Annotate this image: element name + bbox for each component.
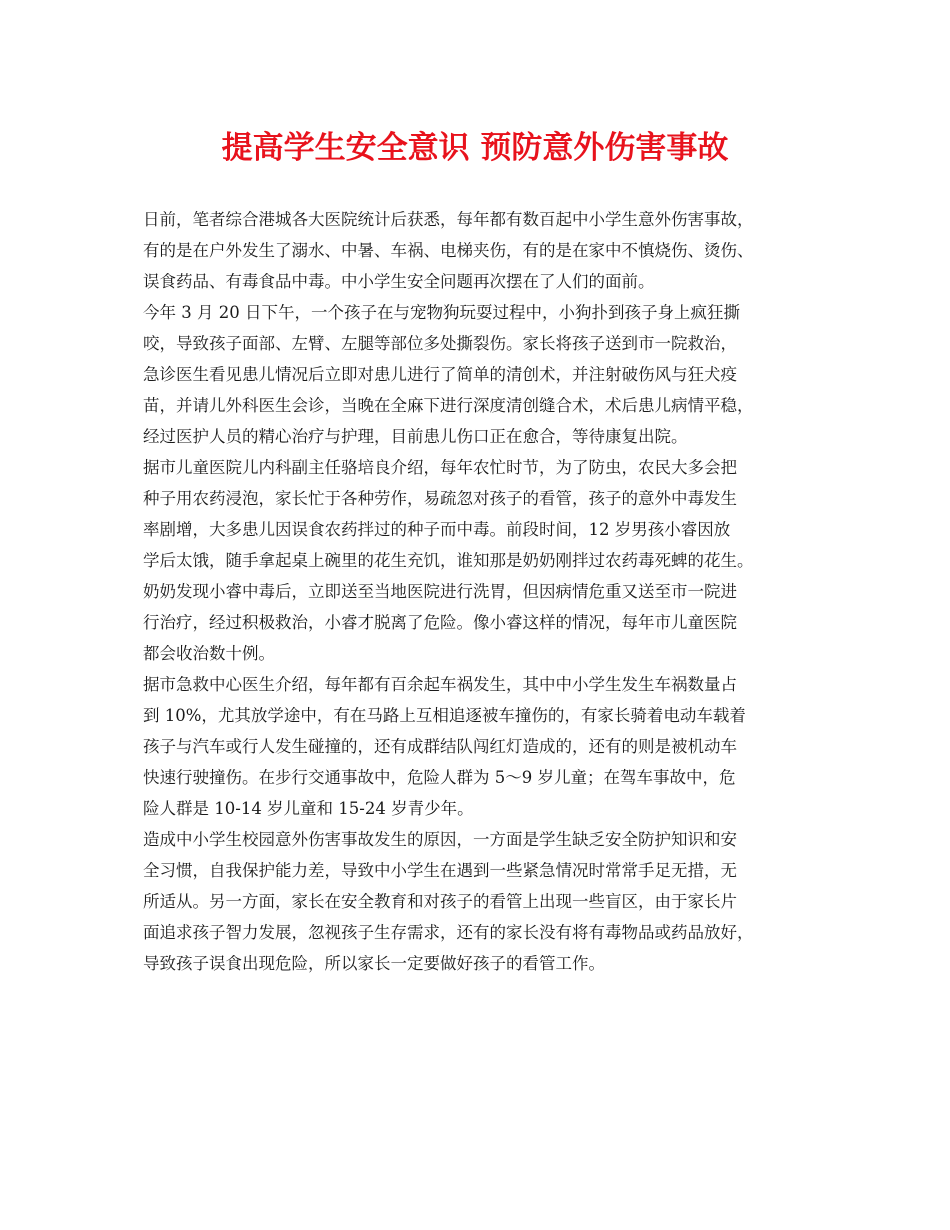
text-line: 率剧增，大多患儿因误食农药拌过的种子而中毒。前段时间，12 岁男孩小睿因放 (143, 520, 731, 539)
text-line: 奶奶发现小睿中毒后，立即送至当地医院进行洗胃，但因病情危重又送至市一院进 (143, 582, 737, 601)
text-line: 咬，导致孩子面部、左臂、左腿等部位多处撕裂伤。家长将孩子送到市一院救治， (143, 334, 737, 353)
paragraph-dog-bite (143, 297, 807, 452)
text-line: 有的是在户外发生了溺水、中暑、车祸、电梯夹伤，有的是在家中不慎烧伤、烫伤、 (143, 241, 754, 260)
paragraph-intro (143, 204, 807, 297)
text-line: 所适从。另一方面，家长在安全教育和对孩子的看管上出现一些盲区，由于家长片 (143, 892, 737, 911)
paragraph-poisoning (143, 452, 807, 669)
text-line: 据市急救中心医生介绍，每年都有百余起车祸发生，其中中小学生发生车祸数量占 (143, 675, 737, 694)
text-line: 据市儿童医院儿内科副主任骆培良介绍，每年农忙时节，为了防虫，农民大多会把 (143, 458, 737, 477)
document-body (143, 204, 807, 979)
text-line: 全习惯，自我保护能力差，导致中小学生在遇到一些紧急情况时常常手足无措，无 (143, 861, 737, 880)
paragraph-causes (143, 824, 807, 979)
text-line: 种子用农药浸泡，家长忙于各种劳作，易疏忽对孩子的看管，孩子的意外中毒发生 (143, 489, 737, 508)
text-line: 行治疗，经过积极救治，小睿才脱离了危险。像小睿这样的情况，每年市儿童医院 (143, 613, 737, 632)
document-title: 提高学生安全意识 预防意外伤害事故 (221, 130, 729, 166)
text-line: 苗，并请儿外科医生会诊，当晚在全麻下进行深度清创缝合术，术后患儿病情平稳， (143, 396, 754, 415)
paragraph-traffic (143, 669, 807, 824)
text-line: 面追求孩子智力发展，忽视孩子生存需求，还有的家长没有将有毒物品或药品放好， (143, 923, 754, 942)
text-line: 险人群是 10-14 岁儿童和 15-24 岁青少年。 (143, 799, 474, 818)
text-line: 误食药品、有毒食品中毒。中小学生安全问题再次摆在了人们的面前。 (143, 272, 655, 291)
text-line: 快速行驶撞伤。在步行交通事故中，危险人群为 5～9 岁儿童；在驾车事故中，危 (143, 768, 736, 787)
text-line: 急诊医生看见患儿情况后立即对患儿进行了简单的清创术，并注射破伤风与狂犬疫 (143, 365, 737, 384)
text-line: 日前，笔者综合港城各大医院统计后获悉，每年都有数百起中小学生意外伤害事故， (143, 210, 754, 229)
text-line: 造成中小学生校园意外伤害事故发生的原因，一方面是学生缺乏安全防护知识和安 (143, 830, 737, 849)
text-line: 经过医护人员的精心治疗与护理，目前患儿伤口正在愈合，等待康复出院。 (143, 427, 688, 446)
text-line: 到 10%，尤其放学途中，有在马路上互相追逐被车撞伤的，有家长骑着电动车载着 (143, 706, 746, 725)
text-line: 都会收治数十例。 (143, 644, 275, 663)
text-line: 学后太饿，随手拿起桌上碗里的花生充饥，谁知那是奶奶刚拌过农药毒死蜱的花生。 (143, 551, 754, 570)
text-line: 今年 3 月 20 日下午，一个孩子在与宠物狗玩耍过程中，小狗扑到孩子身上疯狂撕 (143, 303, 740, 322)
text-line: 导致孩子误食出现危险，所以家长一定要做好孩子的看管工作。 (143, 954, 605, 973)
text-line: 孩子与汽车或行人发生碰撞的，还有成群结队闯红灯造成的，还有的则是被机动车 (143, 737, 737, 756)
